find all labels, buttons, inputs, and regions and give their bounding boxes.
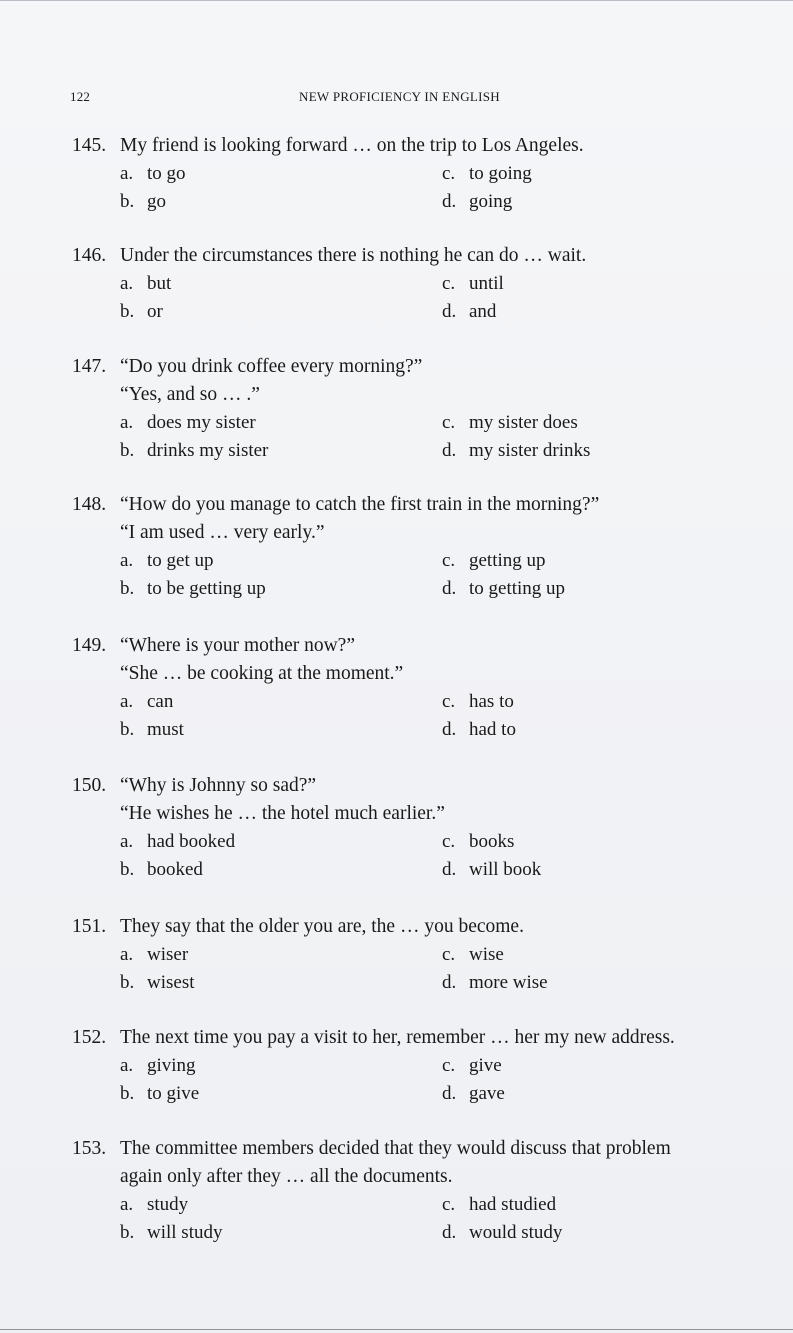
option-d: d. and xyxy=(442,301,497,322)
option-c: c. to going xyxy=(442,163,532,184)
option-d: d. had to xyxy=(442,719,516,740)
option-b-text: go xyxy=(147,191,166,212)
option-a: a. can xyxy=(120,691,174,712)
question-145 xyxy=(72,132,787,216)
option-b: b. to be getting up xyxy=(120,578,266,599)
question-stem-line-2 xyxy=(72,660,787,688)
question-number: 147. xyxy=(72,356,107,377)
question-149 xyxy=(72,632,787,744)
option-d-text: more wise xyxy=(469,972,548,993)
question-number: 146. xyxy=(72,245,107,266)
option-c-text: had studied xyxy=(469,1194,557,1215)
question-146 xyxy=(72,242,787,326)
answer-options xyxy=(120,270,787,326)
option-b: b. booked xyxy=(120,859,203,880)
answer-options xyxy=(120,409,787,465)
answer-options xyxy=(120,828,787,884)
question-stem-line-2 xyxy=(72,1163,787,1191)
option-d-text: had to xyxy=(469,719,516,740)
option-b: b. wisest xyxy=(120,972,195,993)
question-number: 149. xyxy=(72,635,107,656)
question-number: 150. xyxy=(72,775,107,796)
option-d-text: going xyxy=(469,191,513,212)
question-151 xyxy=(72,913,787,997)
option-a-text: to get up xyxy=(147,550,214,571)
question-stem xyxy=(72,353,787,381)
option-c-text: books xyxy=(469,831,515,852)
question-number: 153. xyxy=(72,1138,107,1159)
question-text: again only after they … all the documents. xyxy=(120,1166,453,1187)
option-c: c. give xyxy=(442,1055,502,1076)
option-c-text: give xyxy=(469,1055,502,1076)
page-header xyxy=(70,89,770,109)
option-d: d. gave xyxy=(442,1083,505,1104)
question-text: “Do you drink coffee every morning?” xyxy=(120,356,423,377)
option-a-text: to go xyxy=(147,163,186,184)
option-a-text: wiser xyxy=(147,944,189,965)
option-d: d. more wise xyxy=(442,972,548,993)
question-text: “Where is your mother now?” xyxy=(120,635,355,656)
option-a: a. but xyxy=(120,273,172,294)
option-b: b. must xyxy=(120,719,184,740)
question-stem xyxy=(72,1135,787,1163)
option-c-text: to going xyxy=(469,163,532,184)
question-text: The committee members decided that they would discuss that problem xyxy=(120,1138,671,1159)
option-a-text: had booked xyxy=(147,831,236,852)
option-b-text: booked xyxy=(147,859,203,880)
option-c: c. until xyxy=(442,273,504,294)
option-b: b. go xyxy=(120,191,166,212)
option-d-text: would study xyxy=(469,1222,563,1243)
question-152 xyxy=(72,1024,787,1108)
option-a-text: does my sister xyxy=(147,412,256,433)
option-d: d. will book xyxy=(442,859,542,880)
answer-options xyxy=(120,941,787,997)
question-text: The next time you pay a visit to her, remember … her my new address. xyxy=(120,1027,675,1048)
option-c: c. books xyxy=(442,831,515,852)
question-stem-line-2 xyxy=(72,381,787,409)
option-c-text: getting up xyxy=(469,550,546,571)
question-text: They say that the older you are, the … you become. xyxy=(120,916,524,937)
option-a: a. to go xyxy=(120,163,186,184)
question-stem xyxy=(72,632,787,660)
question-text: “She … be cooking at the moment.” xyxy=(120,663,404,684)
question-text: “Why is Johnny so sad?” xyxy=(120,775,317,796)
option-b-text: drinks my sister xyxy=(147,440,269,461)
option-d-text: to getting up xyxy=(469,578,566,599)
option-d: d. my sister drinks xyxy=(442,440,591,461)
option-a: a. does my sister xyxy=(120,412,256,433)
question-text: Under the circumstances there is nothing he can do … wait. xyxy=(120,245,587,266)
option-b: b. will study xyxy=(120,1222,223,1243)
question-stem xyxy=(72,913,787,941)
question-stem xyxy=(72,491,787,519)
option-c-text: wise xyxy=(469,944,504,965)
option-b: b. to give xyxy=(120,1083,200,1104)
option-a: a. study xyxy=(120,1194,189,1215)
question-number: 152. xyxy=(72,1027,107,1048)
option-b-text: will study xyxy=(147,1222,223,1243)
option-c-text: my sister does xyxy=(469,412,578,433)
page-number: 122 xyxy=(70,89,91,104)
option-a: a. wiser xyxy=(120,944,189,965)
option-c: c. has to xyxy=(442,691,514,712)
option-d-text: and xyxy=(469,301,497,322)
question-number: 151. xyxy=(72,916,107,937)
option-a-text: can xyxy=(147,691,174,712)
option-c: c. wise xyxy=(442,944,504,965)
option-a-text: study xyxy=(147,1194,189,1215)
option-b-text: to give xyxy=(147,1083,200,1104)
option-c: c. had studied xyxy=(442,1194,557,1215)
answer-options xyxy=(120,1191,787,1247)
question-stem xyxy=(72,772,787,800)
question-153 xyxy=(72,1135,787,1247)
question-stem-line-2 xyxy=(72,800,787,828)
option-c-text: has to xyxy=(469,691,514,712)
option-a: a. to get up xyxy=(120,550,214,571)
answer-options xyxy=(120,688,787,744)
option-d-text: gave xyxy=(469,1083,505,1104)
option-a: a. had booked xyxy=(120,831,236,852)
question-stem xyxy=(72,1024,787,1052)
option-d-text: will book xyxy=(469,859,542,880)
question-stem-line-2 xyxy=(72,519,787,547)
option-b: b. drinks my sister xyxy=(120,440,269,461)
option-a: a. giving xyxy=(120,1055,196,1076)
option-c: c. getting up xyxy=(442,550,546,571)
option-c: c. my sister does xyxy=(442,412,578,433)
question-text: “Yes, and so … .” xyxy=(120,384,260,405)
question-text: “He wishes he … the hotel much earlier.” xyxy=(120,803,445,824)
question-stem xyxy=(72,242,787,270)
option-d: d. going xyxy=(442,191,513,212)
option-d-text: my sister drinks xyxy=(469,440,591,461)
option-b-text: or xyxy=(147,301,163,322)
question-text: “I am used … very early.” xyxy=(120,522,325,543)
question-147 xyxy=(72,353,787,465)
option-a-text: giving xyxy=(147,1055,196,1076)
question-stem xyxy=(72,132,787,160)
option-c-text: until xyxy=(469,273,504,294)
running-title: NEW PROFICIENCY IN ENGLISH xyxy=(299,89,500,104)
answer-options xyxy=(120,160,787,216)
question-text: My friend is looking forward … on the trip to Los Angeles. xyxy=(120,135,584,156)
answer-options xyxy=(120,1052,787,1108)
option-b-text: to be getting up xyxy=(147,578,266,599)
option-d: d. would study xyxy=(442,1222,563,1243)
option-b-text: wisest xyxy=(147,972,195,993)
answer-options xyxy=(120,547,787,603)
page-bottom-rule xyxy=(0,1329,793,1330)
option-a-text: but xyxy=(147,273,172,294)
option-d: d. to getting up xyxy=(442,578,566,599)
option-b-text: must xyxy=(147,719,184,740)
option-b: b. or xyxy=(120,301,163,322)
question-number: 148. xyxy=(72,494,107,515)
question-148 xyxy=(72,491,787,603)
question-text: “How do you manage to catch the first train in the morning?” xyxy=(120,494,600,515)
question-number: 145. xyxy=(72,135,107,156)
question-150 xyxy=(72,772,787,884)
